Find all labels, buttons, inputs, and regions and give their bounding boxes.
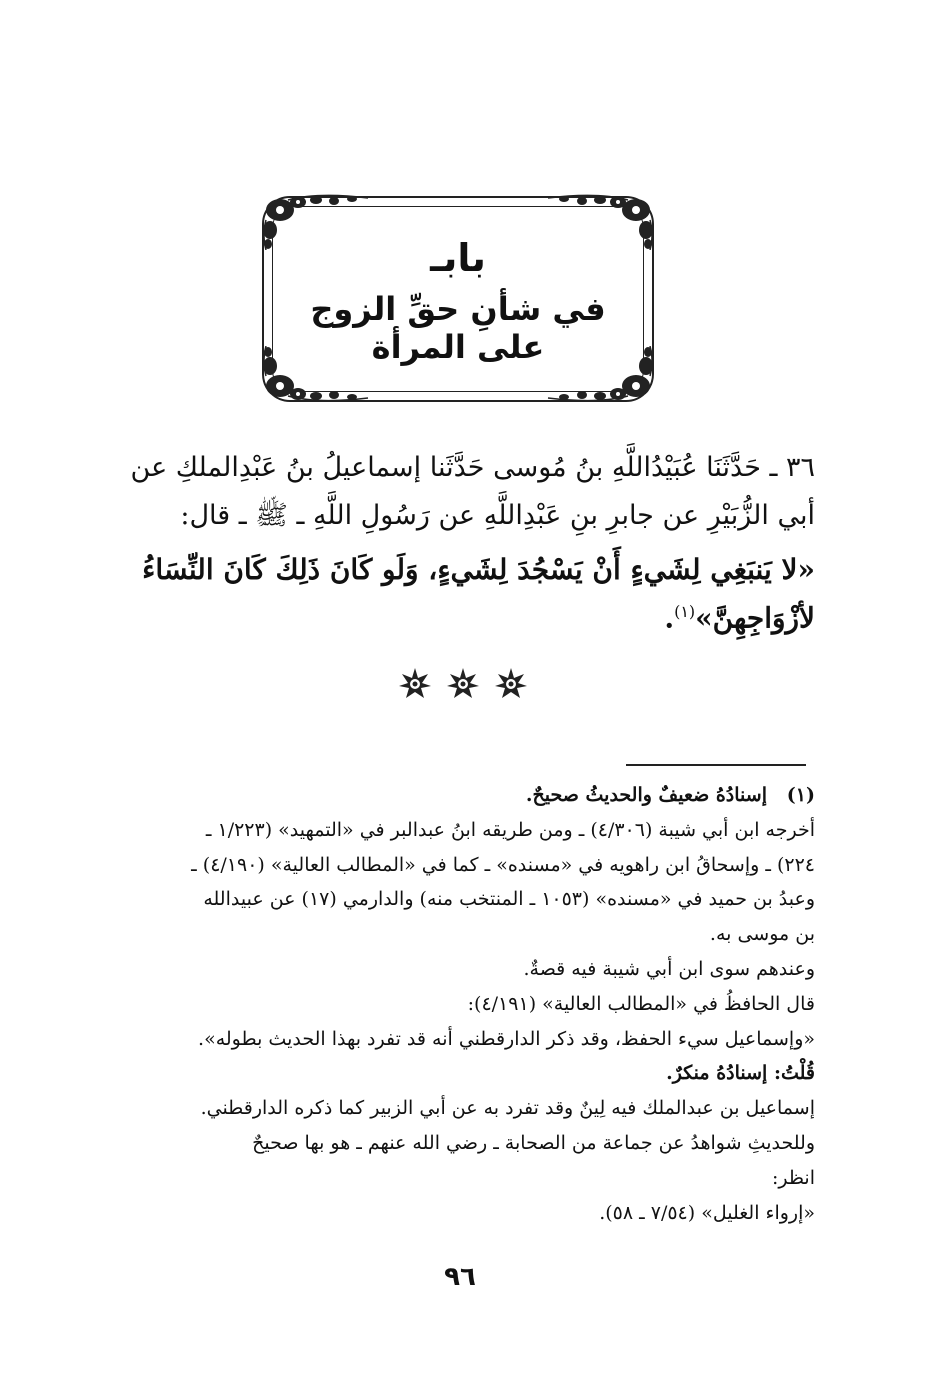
footnote-line: «وإسماعيل سيء الحفظ، وقد ذكر الدارقطني أنه قد تفرد بهذا الحديث بطوله». xyxy=(198,1027,815,1050)
footnote-line: وعندهم سوى ابن أبي شيبة فيه قصةٌ. xyxy=(523,957,815,980)
footnote-line: إسماعيل بن عبدالملك فيه لِينٌ وقد تفرد به عن أبي الزبير كما ذكره الدارقطني. xyxy=(200,1097,815,1120)
footnote-line: بن موسى به. xyxy=(709,923,815,946)
hadith-line: ٣٦ ـ حَدَّثَنَا عُبَيْدُاللَّهِ بنُ مُوسى حَدَّثَنا إسماعيلُ بنُ عَبْدِالملكِ عن xyxy=(130,452,815,483)
footnote-line: وللحديثِ شواهدُ عن جماعة من الصحابة ـ رضي الله عنهم ـ هو بها صحيحٌ xyxy=(252,1131,815,1154)
footnote-line: «إرواء الغليل» (٧/٥٤ ـ ٥٨). xyxy=(599,1201,815,1224)
flower-ornament-icon xyxy=(494,667,528,701)
footnote-line xyxy=(115,778,815,813)
hadith-matn-line xyxy=(115,601,815,635)
hadith-matn-text: لأزْوَاجِهِنَّ» xyxy=(695,601,815,635)
footnote-line: انظر: xyxy=(771,1166,815,1189)
chapter-title: في شأنِ حقِّ الزوج على المرأة xyxy=(310,290,606,366)
footnotes xyxy=(115,778,815,1230)
flower-ornament-icon xyxy=(446,667,480,701)
footnote-line: قال الحافظُ في «المطالب العالية» (٤/١٩١): xyxy=(467,992,815,1015)
hadith-end-punct: . xyxy=(664,601,675,635)
footnote-text: إسنادُهُ ضعيفٌ والحديثُ صحيحٌ. xyxy=(525,784,767,806)
footnote-line: أخرجه ابن أبي شيبة (٤/٣٠٦) ـ ومن طريقه ابنُ عبدالبر في «التمهيد» (١/٢٢٣ ـ xyxy=(205,818,815,841)
hadith-matn-line: «لا يَنبَغِي لِشَيءٍ أَنْ يَسْجُدَ لِشَيءٍ، وَلَو كَانَ ذَلِكَ كَانَ النِّسَاءُ xyxy=(142,553,815,586)
footnote-reference[interactable]: (١) xyxy=(674,602,696,621)
footnote-line: ٢٢٤) ـ وإسحاقُ ابن راهويه في «مسنده» ـ كما في «المطالب العالية» (٤/١٩٠) ـ xyxy=(191,853,815,876)
chapter-label: بابـ xyxy=(430,236,486,280)
section-separator xyxy=(398,666,528,702)
page-number: ٩٦ xyxy=(444,1262,476,1292)
footnote-line: قُلْتُ: إسنادُهُ منكرٌ. xyxy=(666,1062,815,1085)
flower-ornament-icon xyxy=(398,667,432,701)
footnote-divider xyxy=(626,764,806,766)
footnote-number: (١) xyxy=(786,784,815,806)
footnote-line: وعبدُ بن حميد في «مسنده» (١٠٥٣ ـ المنتخب منه) والدارمي (١٧) عن عبيدالله xyxy=(203,888,815,911)
hadith-line: أبي الزُّبَيْرِ عن جابرِ بنِ عَبْدِاللَّهِ عن رَسُولِ اللَّهِ ـ ﷺ ـ قال: xyxy=(180,500,815,531)
